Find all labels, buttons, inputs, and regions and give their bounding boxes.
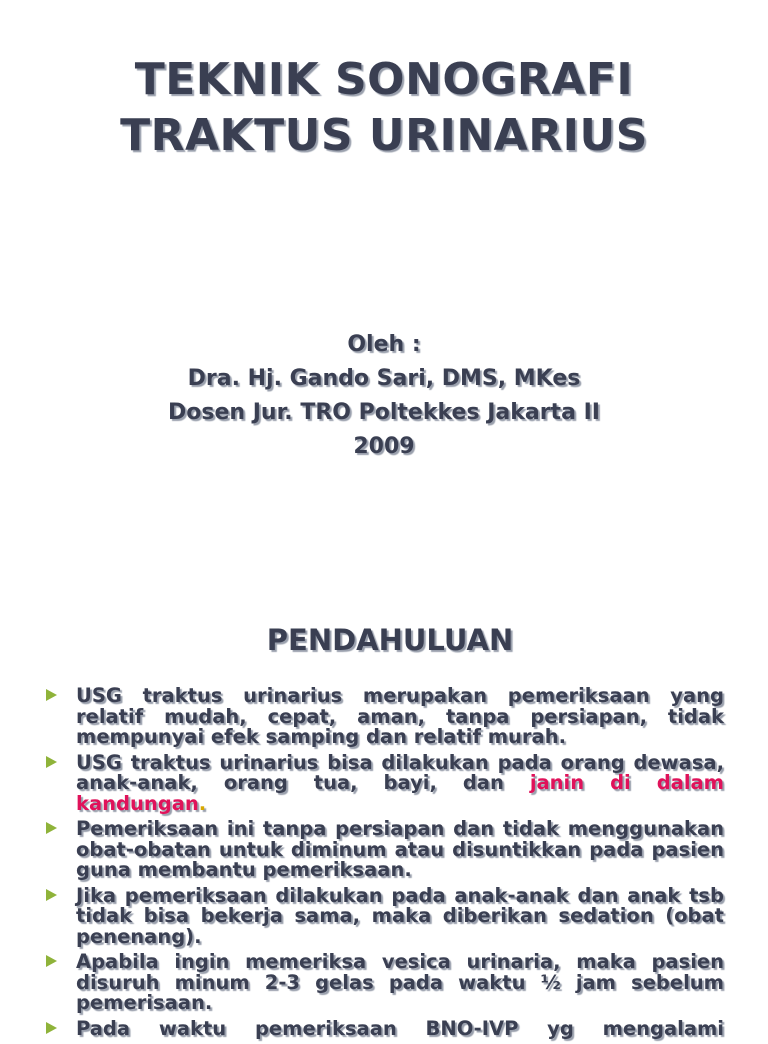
list-item	[46, 819, 724, 881]
triangle-right-icon	[46, 756, 57, 768]
triangle-right-icon	[46, 889, 57, 901]
author-label: Oleh :	[347, 332, 421, 357]
author-block	[0, 328, 768, 464]
bullet-text: Pada waktu pemeriksaan BNO-IVP yg mengalami	[76, 1016, 724, 1040]
bullet-list	[46, 686, 724, 1044]
list-item	[46, 750, 724, 815]
section-title: PENDAHULUAN	[266, 623, 514, 657]
triangle-right-icon	[46, 955, 57, 967]
bullet-text: Jika pemeriksaan dilakukan pada anak-anak dan anak tsb tidak bisa bekerja sama, maka diberikan sedation (obat penenang).	[76, 883, 724, 948]
list-item	[46, 883, 724, 948]
title-line-2: TRAKTUS URINARIUS	[120, 110, 648, 161]
bullet-text: Pemeriksaan ini tanpa persiapan dan tidak menggunakan obat-obatan untuk diminum atau disuntikkan pada pasien guna membantu pemeriksaan.	[76, 817, 724, 881]
title-line-1: TEKNIK SONOGRAFI	[134, 54, 634, 105]
bullet-tail: .	[198, 791, 207, 815]
author-name: Dra. Hj. Gando Sari, DMS, MKes	[187, 366, 581, 391]
list-item	[46, 1016, 724, 1040]
bullet-text: USG traktus urinarius merupakan pemeriksaan yang relatif mudah, cepat, aman, tanpa persiapan, tidak mempunyai efek samping dan relatif murah.	[76, 684, 724, 748]
triangle-right-icon	[46, 689, 57, 701]
author-year: 2009	[353, 434, 415, 459]
bullet-text: USG traktus urinarius bisa dilakukan pada orang dewasa, anak-anak, orang tua, bayi, dan	[76, 750, 724, 794]
list-item	[46, 952, 724, 1014]
list-item	[46, 686, 724, 748]
bullet-text: Apabila ingin memeriksa vesica urinaria, maka pasien disuruh minum 2-3 gelas pada waktu ½ jam sebelum pemerisaan.	[76, 950, 724, 1014]
author-affiliation: Dosen Jur. TRO Poltekkes Jakarta II	[168, 400, 600, 425]
triangle-right-icon	[46, 1022, 57, 1034]
slide-title	[0, 52, 768, 164]
highlight-text: janin di dalam kandungan	[76, 771, 724, 815]
triangle-right-icon	[46, 822, 57, 834]
